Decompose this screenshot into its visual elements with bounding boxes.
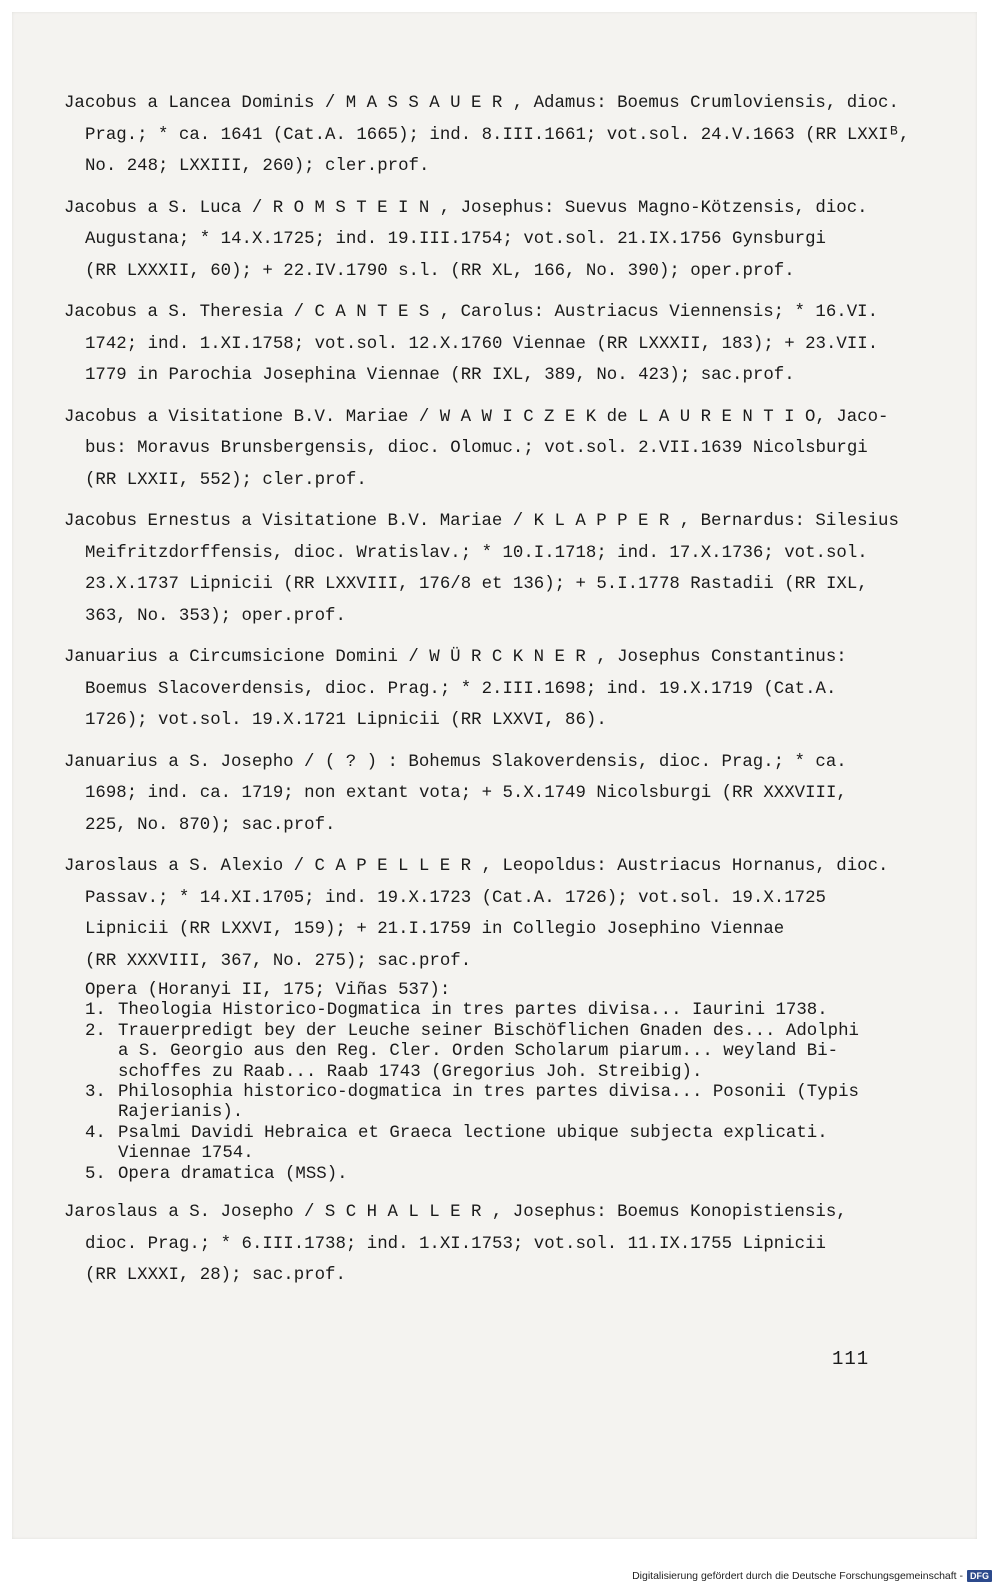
- entry-romstein: [64, 193, 914, 288]
- opera-item-line: Trauerpredigt bey der Leuche seiner Bischöflichen Gnaden des... Adolphi: [118, 1021, 859, 1041]
- entry-line: Jaroslaus a S. Alexio / C A P E L L E R , Leopoldus: Austriacus Hornanus, dioc.: [64, 857, 889, 876]
- opera-item: [85, 1022, 914, 1083]
- entry-line: (RR LXXXI, 28); sac.prof.: [85, 1266, 346, 1286]
- dfg-logo: DFG: [967, 1570, 992, 1582]
- digitization-footer: [632, 1570, 992, 1582]
- entry-line: Jacobus a S. Theresia / C A N T E S , Carolus: Austriacus Viennensis; * 16.VI.: [64, 303, 879, 322]
- entry-line: 363, No. 353); oper.prof.: [85, 606, 346, 626]
- opera-item-line: Viennae 1754.: [118, 1144, 254, 1164]
- entry-line: Passav.; * 14.XI.1705; ind. 19.X.1723 (Cat.A. 1726); vot.sol. 19.X.1725: [85, 888, 826, 908]
- entry-line: 1726); vot.sol. 19.X.1721 Lipnicii (RR LXXVI, 86).: [85, 711, 607, 730]
- entry-capeller: [64, 851, 914, 977]
- entry-line: 1779 in Parochia Josephina Viennae (RR IXL, 389, No. 423); sac.prof.: [85, 366, 795, 385]
- entry-line: 1698; ind. ca. 1719; non extant vota; + 5.X.1749 Nicolsburgi (RR XXXVIII,: [85, 784, 847, 803]
- entry-line: dioc. Prag.; * 6.III.1738; ind. 1.XI.1753; vot.sol. 11.IX.1755 Lipnicii: [85, 1234, 826, 1254]
- opera-item: [85, 1001, 914, 1021]
- opera-list: [85, 981, 914, 1185]
- entry-schaller: [64, 1197, 914, 1292]
- opera-item-line: schoffes zu Raab... Raab 1743 (Gregorius Joh. Streibig).: [118, 1062, 703, 1082]
- entry-line: Meifritzdorffensis, dioc. Wratislav.; * 10.I.1718; ind. 17.X.1736; vot.sol.: [85, 543, 868, 563]
- opera-item-number: 3.: [85, 1083, 106, 1103]
- register-entries: [64, 88, 914, 1302]
- entry-klapper: [64, 506, 914, 632]
- entry-line: Lipnicii (RR LXXVI, 159); + 21.I.1759 in Collegio Josephino Viennae: [85, 920, 785, 939]
- entry-januarius-josepho: [64, 747, 914, 842]
- entry-line: Boemus Slacoverdensis, dioc. Prag.; * 2.III.1698; ind. 19.X.1719 (Cat.A.: [85, 679, 837, 699]
- opera-item: [85, 1165, 914, 1185]
- opera-item-line: Theologia Historico-Dogmatica in tres partes divisa... Iaurini 1738.: [118, 1001, 828, 1021]
- opera-item-line: Rajerianis).: [118, 1103, 244, 1123]
- entry-line: Prag.; * ca. 1641 (Cat.A. 1665); ind. 8.III.1661; vot.sol. 24.V.1663 (RR LXXIᴮ,: [85, 125, 910, 145]
- entry-line: Januarius a S. Josepho / ( ? ) : Bohemus Slakoverdensis, dioc. Prag.; * ca.: [64, 752, 847, 772]
- footer-text: Digitalisierung gefördert durch die Deutsche Forschungsgemeinschaft -: [632, 1570, 963, 1582]
- entry-line: Jacobus a S. Luca / R O M S T E I N , Josephus: Suevus Magno-Kötzensis, dioc.: [64, 198, 868, 218]
- opera-item-number: 2.: [85, 1021, 106, 1041]
- opera-item-line: Philosophia historico-dogmatica in tres partes divisa... Posonii (Typis: [118, 1083, 859, 1103]
- opera-item: [85, 1083, 914, 1124]
- entry-line: 1742; ind. 1.XI.1758; vot.sol. 12.X.1760 Viennae (RR LXXXII, 183); + 23.VII.: [85, 334, 879, 354]
- entry-line: No. 248; LXXIII, 260); cler.prof.: [85, 157, 430, 176]
- opera-item-number: 1.: [85, 1001, 106, 1021]
- entry-line: Januarius a Circumsicione Domini / W Ü R C K N E R , Josephus Constantinus:: [64, 648, 847, 667]
- entry-wawiczek: [64, 402, 914, 497]
- entry-line: Jacobus Ernestus a Visitatione B.V. Mariae / K L A P P E R , Bernardus: Silesius: [64, 512, 899, 531]
- page-number: 111: [832, 1348, 870, 1370]
- opera-item-line: Opera dramatica (MSS).: [118, 1164, 348, 1184]
- entry-cantes: [64, 297, 914, 392]
- entry-line: (RR LXXXII, 60); + 22.IV.1790 s.l. (RR XL, 166, No. 390); oper.prof.: [85, 261, 795, 281]
- entry-wurckner: [64, 642, 914, 737]
- opera-item-number: 5.: [85, 1164, 106, 1184]
- opera-heading: Opera (Horanyi II, 175; Viñas 537):: [85, 981, 451, 1000]
- entry-massauer: [64, 88, 914, 183]
- entry-line: (RR LXXII, 552); cler.prof.: [85, 470, 367, 490]
- opera-item: [85, 1124, 914, 1165]
- entry-line: 225, No. 870); sac.prof.: [85, 815, 336, 835]
- entry-line: Jaroslaus a S. Josepho / S C H A L L E R , Josephus: Boemus Konopistiensis,: [64, 1203, 847, 1223]
- opera-item-line: a S. Georgio aus den Reg. Cler. Orden Scholarum piarum... weyland Bi-: [118, 1042, 839, 1062]
- entry-line: Jacobus a Visitatione B.V. Mariae / W A W I C Z E K de L A U R E N T I O, Jaco-: [64, 407, 889, 427]
- opera-item-line: Psalmi Davidi Hebraica et Graeca lectione ubique subjecta explicati.: [118, 1123, 828, 1143]
- opera-item-number: 4.: [85, 1123, 106, 1143]
- entry-line: 23.X.1737 Lipnicii (RR LXXVIII, 176/8 et 136); + 5.I.1778 Rastadii (RR IXL,: [85, 575, 868, 594]
- entry-line: Augustana; * 14.X.1725; ind. 19.III.1754; vot.sol. 21.IX.1756 Gynsburgi: [85, 230, 826, 249]
- entry-line: (RR XXXVIII, 367, No. 275); sac.prof.: [85, 951, 472, 971]
- entry-line: Jacobus a Lancea Dominis / M A S S A U E R , Adamus: Boemus Crumloviensis, dioc.: [64, 94, 899, 113]
- entry-line: bus: Moravus Brunsbergensis, dioc. Olomuc.; vot.sol. 2.VII.1639 Nicolsburgi: [85, 439, 868, 458]
